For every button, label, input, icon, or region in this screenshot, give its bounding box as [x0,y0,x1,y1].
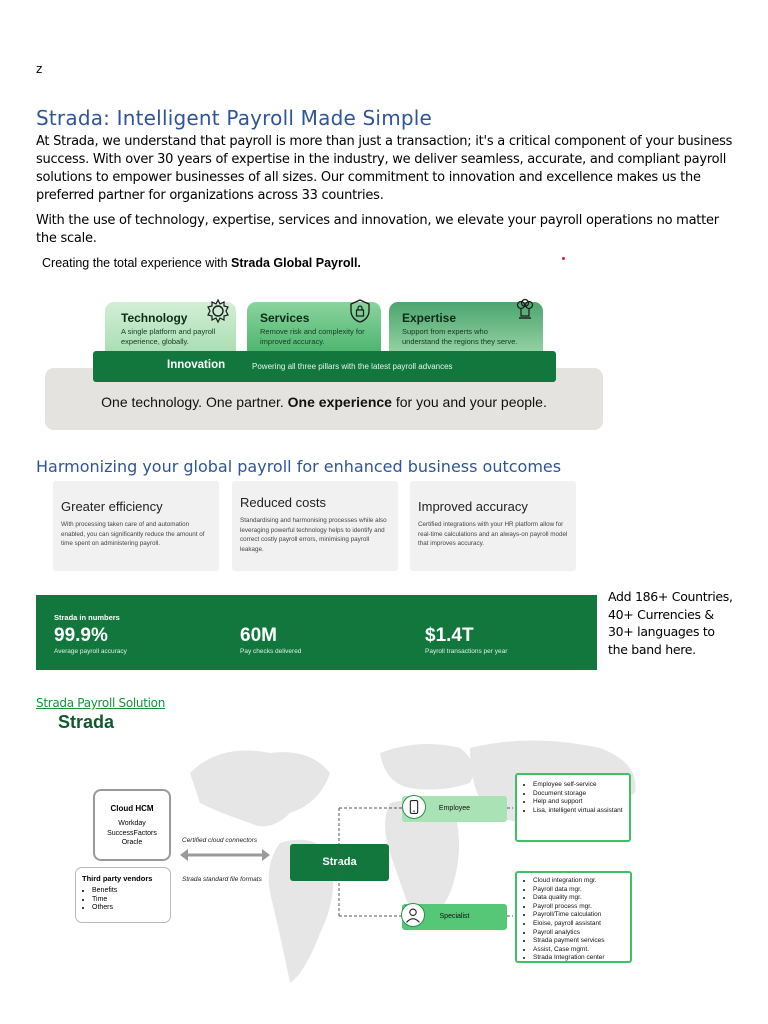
pillar-title: Technology [121,311,188,325]
feature-item: • Strada payment services [533,937,630,946]
strada-hub: Strada [290,844,389,881]
experience-heading [42,256,361,270]
card-reduced-costs [232,481,398,571]
card-desc: With processing taken care of and automation enabled, you can significantly reduce the amount of time spent on administering payroll. [61,521,205,547]
phone-icon [402,795,426,819]
pillar-title: Expertise [402,311,457,325]
card-desc: Certified integrations with your HR platform allow for real-time calculations and an always-on payroll model that improves accuracy. [418,521,568,547]
brand-logo: Strada [58,712,115,732]
vendor-item: • Time [92,896,170,905]
innovation-title: Innovation [167,359,226,371]
pillar-title: Services [260,311,310,325]
red-dot [562,257,565,260]
pillar-desc: A single platform and payroll experience, globally. [121,327,216,346]
base-bold: One experience [287,394,392,410]
employee-pill: Employee [402,796,507,822]
feature-item: • Payroll process mgr. [533,903,630,912]
page-marker: z [36,62,43,76]
vendor-item: • Benefits [92,887,170,896]
pillar-desc: Remove risk and complexity for improved accuracy. [260,327,365,346]
stat-label: Pay checks delivered [240,648,302,655]
connector-lines [336,806,516,918]
vendor-item: • Others [92,904,170,913]
card-title: Greater efficiency [61,499,163,514]
cloud-item: Workday [118,820,146,827]
gear-icon [205,298,231,324]
card-title: Improved accuracy [418,499,528,514]
employee-features-box [515,773,631,842]
feature-item: • Employee self-service [533,781,629,790]
cloud-title: Cloud HCM [110,804,154,813]
feature-item: • Assist, Case mgmt. [533,946,630,955]
experience-heading-prefix: Creating the total experience with [42,256,231,270]
base-tagline [45,394,603,410]
intro-paragraph: At Strada, we understand that payroll is more than just a transaction; it's a critical component of your business success. With over 30 years of expertise in the industry, we deliver seamless, accurate, and compliant payroll solutions to empower businesses of all sizes. Our commitment to innovation and excellence makes us the preferred partner for organizations across 33 countries. [36,134,733,203]
person-icon [401,903,425,927]
shield-lock-icon [347,298,373,324]
cloud-hcm-box [93,789,171,861]
experience-heading-bold: Strada Global Payroll. [231,256,361,270]
stats-band [36,595,597,670]
card-desc: Standardising and harmonising processes while also leveraging powerful technology helps to identify and correct costly payroll errors, minimising payroll leakage. [240,517,387,553]
stat-value: 99.9% [54,625,108,646]
page-title: Strada: Intelligent Payroll Made Simple [36,106,433,130]
feature-item: • Lisa, intelligent virtual assistant [533,807,629,816]
specialist-features-box [515,871,632,963]
feature-item: • Payroll/Time calculation [533,911,630,920]
connector-label: Certified cloud connectors [182,837,258,844]
feature-item: • Document storage [533,790,629,799]
chef-hat-icon [512,298,538,324]
card-title: Reduced costs [240,495,326,510]
feature-item: • Data quality mgr. [533,894,630,903]
stats-label: Strada in numbers [54,613,120,622]
stat-value: 60M [240,625,277,646]
base-prefix: One technology. One partner. [101,394,288,410]
stat-value: $1.4T [425,625,474,646]
third-party-box [75,867,171,923]
editor-note: Add 186+ Countries, 40+ Currencies & 30+ languages to the band here. [608,589,733,657]
connector-label: Strada standard file formats [182,876,262,883]
cloud-item: SuccessFactors [107,829,157,837]
intro-paragraph-2: With the use of technology, expertise, services and innovation, we elevate your payroll operations no matter the scale. [36,213,719,246]
feature-item: • Eloise, payroll assistant [533,920,630,929]
cloud-item: Oracle [121,839,143,846]
vendor-title: Third party vendors [82,874,153,883]
pillar-desc: Support from experts who understand the regions they serve. [402,327,518,346]
feature-item: • Payroll data mgr. [533,886,630,895]
card-greater-efficiency [53,481,219,571]
innovation-desc: Powering all three pillars with the latest payroll advances [252,362,453,371]
specialist-pill: Specialist [402,904,507,930]
stat-label: Payroll transactions per year [425,648,508,655]
feature-item: • Strada Integration center [533,954,630,963]
feature-item: • Help and support [533,798,629,807]
outcomes-heading: Harmonizing your global payroll for enhanced business outcomes [36,457,562,476]
solution-link[interactable]: Strada Payroll Solution [36,696,166,710]
card-improved-accuracy [410,481,576,571]
double-arrow-icon [180,848,270,862]
stat-label: Average payroll accuracy [54,648,127,655]
base-suffix: for you and your people. [391,394,547,410]
feature-item: • Cloud integration mgr. [533,877,630,886]
feature-item: • Payroll analytics [533,929,630,938]
